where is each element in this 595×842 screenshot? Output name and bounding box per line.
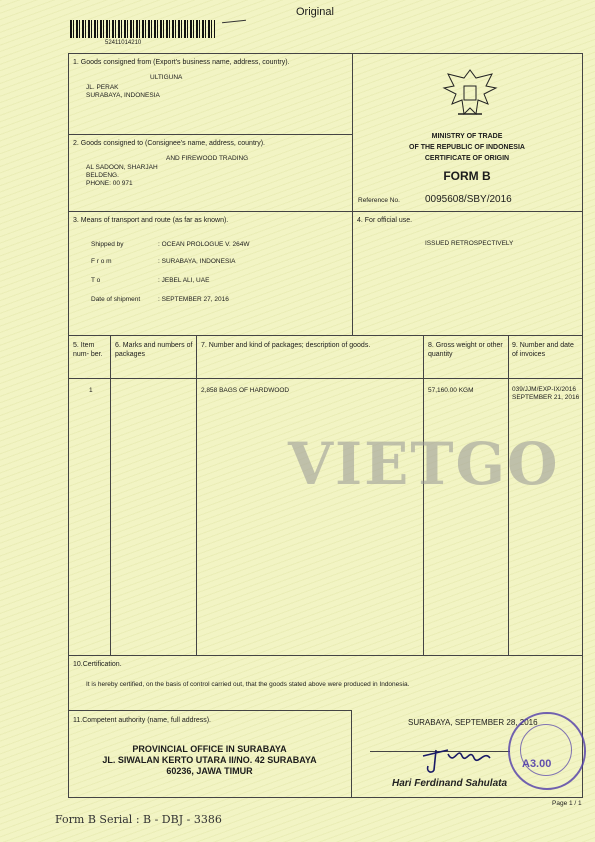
reference-label: Reference No.: [358, 197, 400, 204]
consignee-name: AL SADOON, SHARJAH: [86, 164, 158, 171]
box10-label: 10.Certification.: [73, 661, 122, 668]
header-weight: 8. Gross weight or other quantity: [428, 342, 503, 358]
shipped-by-label: Shipped by: [91, 241, 124, 248]
consignor-street: JL. PERAK: [86, 84, 119, 91]
to-value: : JEBEL ALI, UAE: [158, 277, 210, 284]
from-value: : SURABAYA, INDONESIA: [158, 258, 236, 265]
signature-icon: [418, 736, 508, 776]
consignee-address: BELDENG.: [86, 172, 119, 179]
shipment-date-value: : SEPTEMBER 27, 2016: [158, 296, 229, 303]
consignor-name: ULTIGUNA: [150, 74, 183, 81]
consignee-phone: PHONE: 00 971: [86, 180, 133, 187]
authority-line2: JL. SIWALAN KERTO UTARA II/NO. 42 SURABAYA: [102, 755, 317, 765]
header-invoices: 9. Number and date of invoices: [512, 342, 574, 358]
item-number: 1: [89, 387, 93, 394]
authority-line3: 60236, JAWA TIMUR: [166, 766, 253, 776]
official-stamp-icon: [508, 712, 586, 790]
from-label: F r o m: [91, 258, 112, 265]
shipment-date-label: Date of shipment: [91, 296, 141, 303]
ministry-line1: MINISTRY OF TRADE: [431, 133, 503, 140]
signatory-name: Hari Ferdinand Sahulata: [392, 778, 508, 789]
goods-description: 2,858 BAGS OF HARDWOOD: [201, 387, 290, 394]
ministry-line3: CERTIFICATE OF ORIGIN: [424, 155, 510, 162]
certification-text: It is hereby certified, on the basis of control carried out, that the goods stated above were produced in Indonesia.: [86, 681, 410, 688]
gross-weight: 57,160.00 KGM: [428, 387, 474, 394]
barcode-number: 52411014210: [105, 40, 142, 46]
stamp-text: A3.00: [522, 758, 552, 770]
page-number: Page 1 / 1: [552, 800, 582, 807]
shipped-by-value: : OCEAN PROLOGUE V. 264W: [158, 241, 250, 248]
header-marks: 6. Marks and numbers of packages: [115, 342, 193, 358]
box11-label: 11.Competent authority (name, full address).: [73, 717, 211, 724]
box3-label: 3. Means of transport and route (as far as known).: [73, 217, 229, 224]
pen-mark: [222, 20, 246, 24]
invoice-number: 039/JJM/EXP-IX/2016: [512, 386, 576, 393]
authority-line1: PROVINCIAL OFFICE IN SURABAYA: [132, 744, 287, 754]
header-description: 7. Number and kind of packages; description of goods.: [201, 342, 371, 349]
to-label: T o: [91, 277, 101, 284]
watermark: VIETGO: [288, 430, 560, 498]
box2-label: 2. Goods consigned to (Consignee's name, address, country).: [73, 140, 265, 147]
original-label: Original: [296, 6, 334, 18]
form-title: FORM B: [443, 169, 491, 183]
official-use-value: ISSUED RETROSPECTIVELY: [425, 240, 514, 247]
box4-label: 4. For official use.: [357, 217, 413, 224]
consignor-city: SURABAYA, INDONESIA: [86, 92, 160, 99]
invoice-date: SEPTEMBER 21, 2016: [512, 394, 580, 401]
reference-value: 0095608/SBY/2016: [425, 194, 512, 205]
garuda-emblem-icon: [440, 64, 500, 120]
barcode: [70, 20, 215, 38]
header-item: 5. Item num- ber.: [73, 342, 103, 358]
box1-label: 1. Goods consigned from (Export's business name, address, country).: [73, 59, 290, 66]
serial-number: Form B Serial : B - DBJ - 3386: [55, 813, 222, 826]
place-date: SURABAYA, SEPTEMBER 28, 2016: [408, 718, 538, 727]
consignee-company: AND FIREWOOD TRADING: [166, 155, 249, 162]
ministry-line2: OF THE REPUBLIC OF INDONESIA: [409, 144, 525, 151]
